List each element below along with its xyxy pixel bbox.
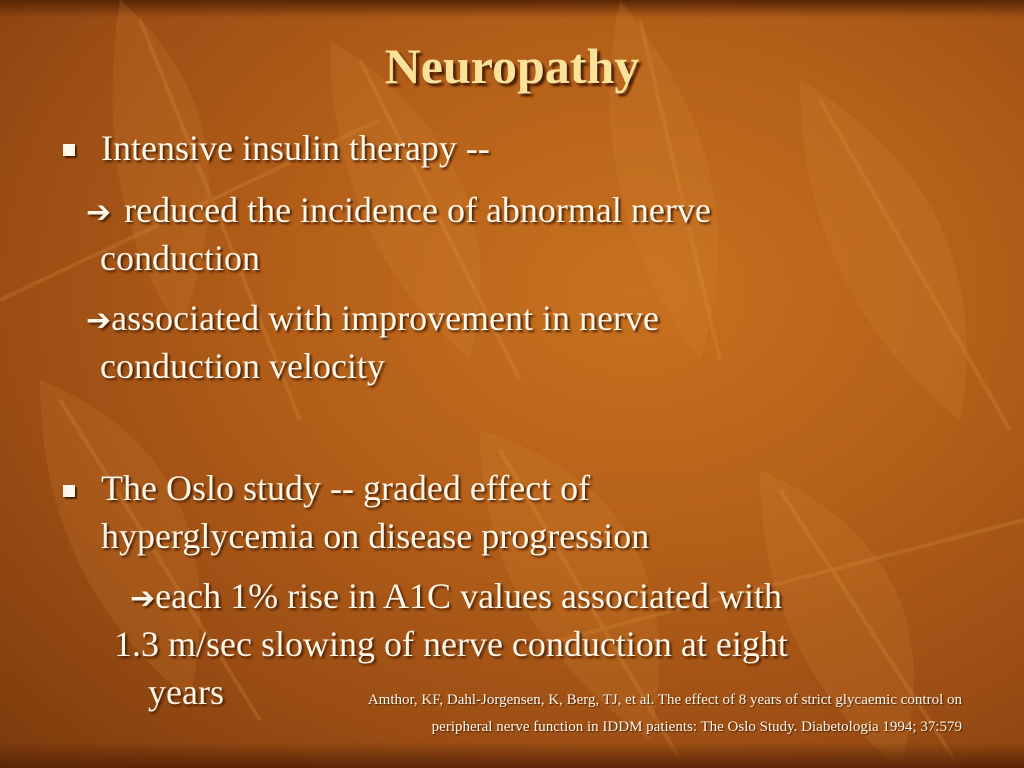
bullet-1-sub-1-text: reduced the incidence of abnormal nerve [124,190,711,230]
citation-line-2: peripheral nerve function in IDDM patients: The Oslo Study. Diabetologia 1994; 37:579 [431,719,962,735]
right-arrow-icon: ➔ [130,581,156,616]
slide-title: Neuropathy [384,38,640,94]
bullet-1-sub-2-text: associated with improvement in nerve [111,298,659,338]
bullet-2-sub-1-text: each 1% rise in A1C values associated with [155,576,782,616]
bullet-2-sub-1-line-3: years [148,672,224,712]
bullet-2-line-1: The Oslo study -- graded effect of [101,468,591,508]
right-arrow-icon: ➔ [86,195,112,230]
bullet-2-sub-1-line-2: 1.3 m/sec slowing of nerve conduction at eight [114,624,788,664]
square-bullet-icon [63,144,75,156]
bullet-1-sub-2-continued: conduction velocity [100,346,385,386]
bullet-2-sub-1-line-1 [130,572,782,623]
bullet-1-sub-1 [86,186,711,237]
bullet-2-line-2: hyperglycemia on disease progression [101,516,650,556]
right-arrow-icon: ➔ [86,303,112,338]
citation-line-1: Amthor, KF, Dahl-Jorgensen, K, Berg, TJ, et al. The effect of 8 years of strict glycaemic control on [367,692,962,708]
bullet-1-text: Intensive insulin therapy -- [101,128,490,168]
bullet-1-sub-2 [86,294,659,345]
square-bullet-icon [63,485,75,497]
bullet-1-sub-1-continued: conduction [100,238,260,278]
